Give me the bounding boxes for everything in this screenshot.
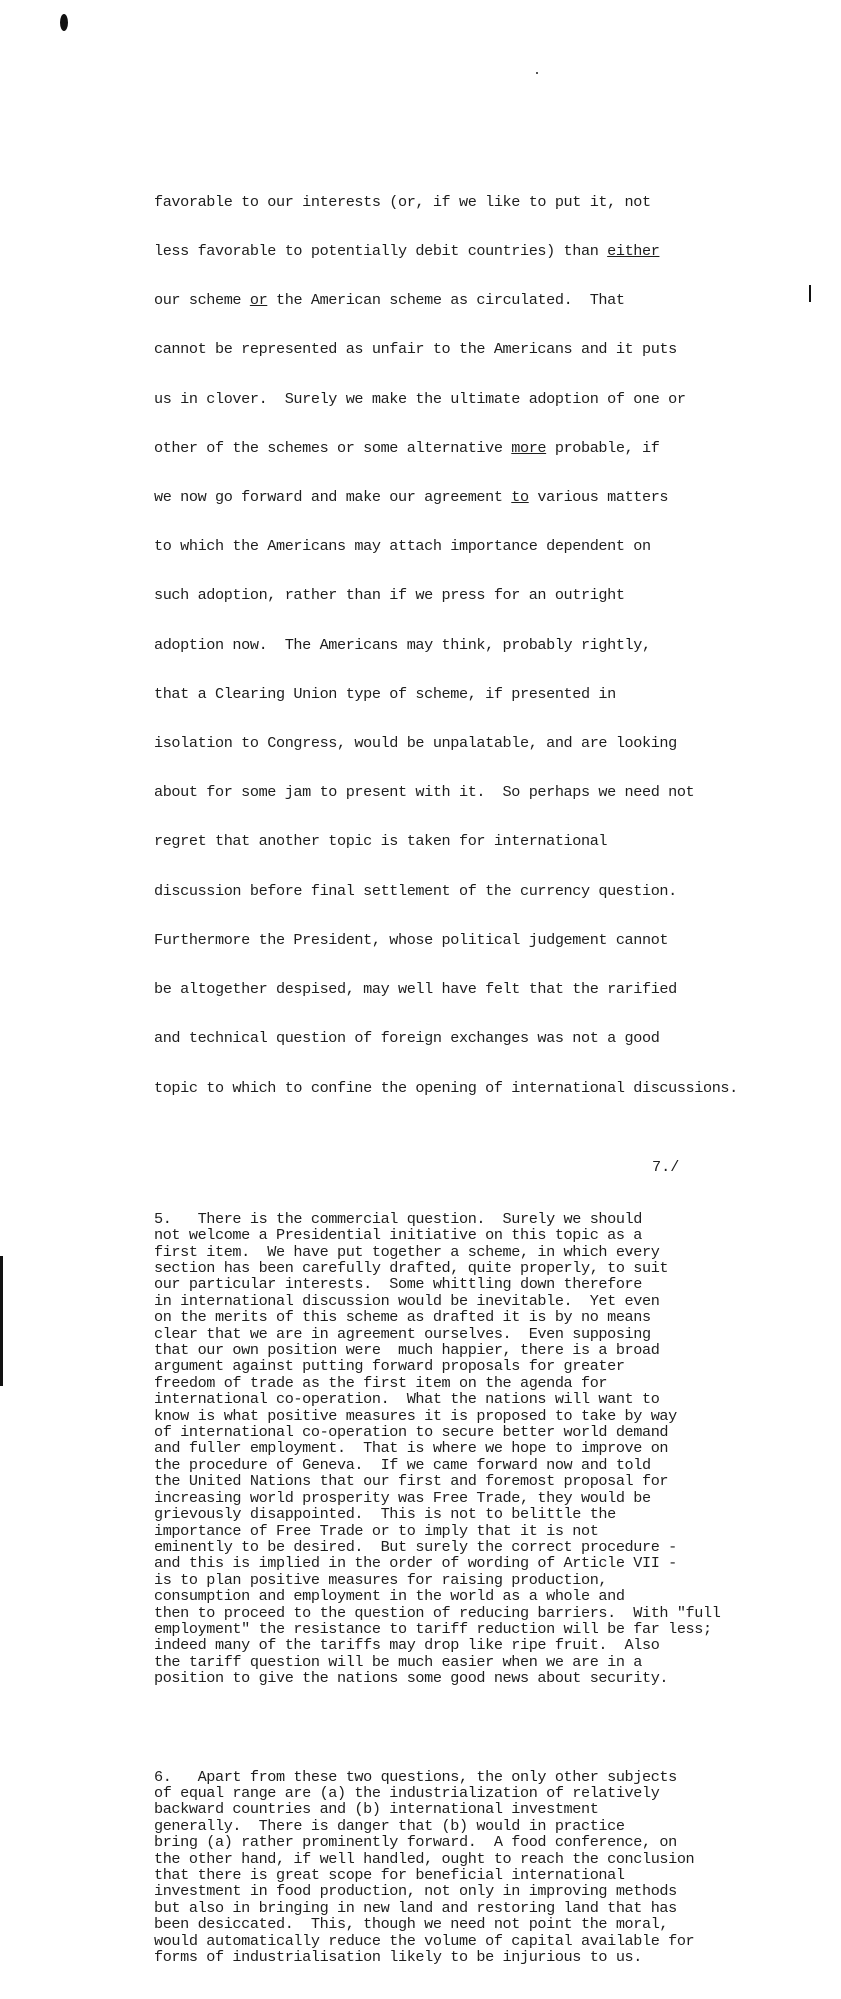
text-line: about for some jam to present with it. So perhaps we need not [154, 783, 695, 802]
text-line: generally. There is danger that (b) would in practice [154, 1816, 625, 1835]
underlined-word: or [249, 291, 268, 310]
text-line: employment" the resistance to tariff reduction will be far less; [154, 1619, 712, 1638]
text-line: is to plan positive measures for raising production, [154, 1570, 608, 1589]
text-line: that a Clearing Union type of scheme, if presented in [154, 684, 616, 703]
text-line: and fuller employment. That is where we hope to improve on [154, 1439, 669, 1458]
text-line: investment in food production, not only in improving methods [154, 1882, 677, 1901]
text-line: on the merits of this scheme as drafted it is by no means [154, 1308, 651, 1327]
underlined-word: more [511, 438, 547, 457]
text-line: been desiccated. This, though we need not point the moral, [154, 1915, 669, 1934]
text-fragment: less favorable to potentially debit countries) than [154, 241, 608, 260]
text-fragment: we now go forward and make our agreement [154, 487, 512, 506]
text-fragment: various matters [528, 487, 669, 506]
text-line: 6. Apart from these two questions, the only other subjects [154, 1767, 677, 1786]
page-continuation-marker: 7./ [652, 1158, 680, 1176]
text-line: bring (a) rather prominently forward. A food conference, on [154, 1833, 677, 1852]
text-line: international co-operation. What the nations will want to [154, 1390, 660, 1409]
text-line: importance of Free Trade or to imply that it is not [154, 1521, 599, 1540]
text-line: the other hand, if well handled, ought to reach the conclusion [154, 1849, 695, 1868]
text-line: such adoption, rather than if we press for an outright [154, 586, 625, 605]
text-line: adoption now. The Americans may think, probably rightly, [154, 635, 651, 654]
text-line: backward countries and (b) international investment [154, 1800, 599, 1819]
text-line: us in clover. Surely we make the ultimate adoption of one or [154, 389, 686, 408]
text-line: know is what positive measures it is proposed to take by way [154, 1406, 677, 1425]
text-line: of international co-operation to secure better world demand [154, 1423, 669, 1442]
text-line [154, 243, 804, 259]
text-line: forms of industrialisation likely to be injurious to us. [154, 1948, 642, 1967]
text-line [154, 292, 804, 308]
ink-blot [60, 14, 68, 31]
text-line: regret that another topic is taken for international [154, 832, 608, 851]
underlined-word: to [511, 487, 529, 506]
margin-mark [809, 285, 811, 302]
text-line: consumption and employment in the world as a whole and [154, 1587, 625, 1606]
text-line: isolation to Congress, would be unpalatable, and are looking [154, 734, 677, 753]
text-line: would automatically reduce the volume of capital available for [154, 1931, 695, 1950]
text-fragment: other of the schemes or some alternative [154, 438, 512, 457]
text-line: section has been carefully drafted, quite properly, to suit [154, 1259, 669, 1278]
paragraph-gap [154, 1162, 804, 1178]
text-line: freedom of trade as the first item on the agenda for [154, 1373, 608, 1392]
speck [536, 72, 538, 74]
paragraph-5 [154, 1211, 804, 1687]
text-line: to which the Americans may attach importance dependent on [154, 537, 651, 556]
text-line: the United Nations that our first and foremost proposal for [154, 1472, 669, 1491]
text-line: cannot be represented as unfair to the Americans and it puts [154, 340, 677, 359]
text-line: the procedure of Geneva. If we came forward now and told [154, 1455, 651, 1474]
text-line: but also in bringing in new land and restoring land that has [154, 1898, 677, 1917]
text-line: be altogether despised, may well have felt that the rarified [154, 980, 677, 999]
text-line: grievously disappointed. This is not to belittle the [154, 1505, 616, 1524]
text-line: our particular interests. Some whittling down therefore [154, 1275, 642, 1294]
text-line: in international discussion would be inevitable. Yet even [154, 1291, 660, 1310]
text-line: not welcome a Presidential initiative on this topic as a [154, 1226, 642, 1245]
text-line: eminently to be desired. But surely the correct procedure - [154, 1537, 677, 1556]
text-line: favorable to our interests (or, if we like to put it, not [154, 192, 651, 211]
text-line: that there is great scope for beneficial international [154, 1866, 625, 1885]
underlined-word: either [607, 241, 660, 260]
text-line [154, 440, 804, 456]
text-line: of equal range are (a) the industrialization of relatively [154, 1784, 660, 1802]
paragraph-intro [154, 161, 804, 1129]
text-line: topic to which to confine the opening of international discussions. [154, 1078, 738, 1097]
text-line: argument against putting forward proposals for greater [154, 1357, 625, 1376]
text-line: increasing world prosperity was Free Trade, they would be [154, 1488, 651, 1507]
text-line: and this is implied in the order of wording of Article VII - [154, 1554, 677, 1573]
text-line: 5. There is the commercial question. Surely we should [154, 1209, 642, 1228]
text-fragment: our scheme [154, 291, 250, 310]
text-line: clear that we are in agreement ourselves. Even supposing [154, 1324, 651, 1343]
text-line: first item. We have put together a scheme, in which every [154, 1242, 660, 1261]
text-line: then to proceed to the question of reducing barriers. With "full [154, 1603, 721, 1622]
text-line [154, 489, 804, 505]
paragraph-gap [154, 1719, 804, 1735]
paragraph-6 [154, 1769, 804, 1966]
text-line: discussion before final settlement of the currency question. [154, 881, 677, 900]
text-fragment: probable, if [546, 438, 660, 457]
text-line: indeed many of the tariffs may drop like ripe fruit. Also [154, 1636, 660, 1655]
page-edge-mark [0, 1256, 3, 1386]
text-line: Furthermore the President, whose political judgement cannot [154, 930, 669, 949]
text-line: the tariff question will be much easier when we are in a [154, 1652, 642, 1671]
text-line: position to give the nations some good news about security. [154, 1669, 669, 1688]
text-line: and technical question of foreign exchanges was not a good [154, 1029, 660, 1048]
text-fragment: the American scheme as circulated. That [267, 291, 625, 310]
text-line: that our own position were much happier, there is a broad [154, 1341, 660, 1360]
body-text [154, 128, 804, 1998]
